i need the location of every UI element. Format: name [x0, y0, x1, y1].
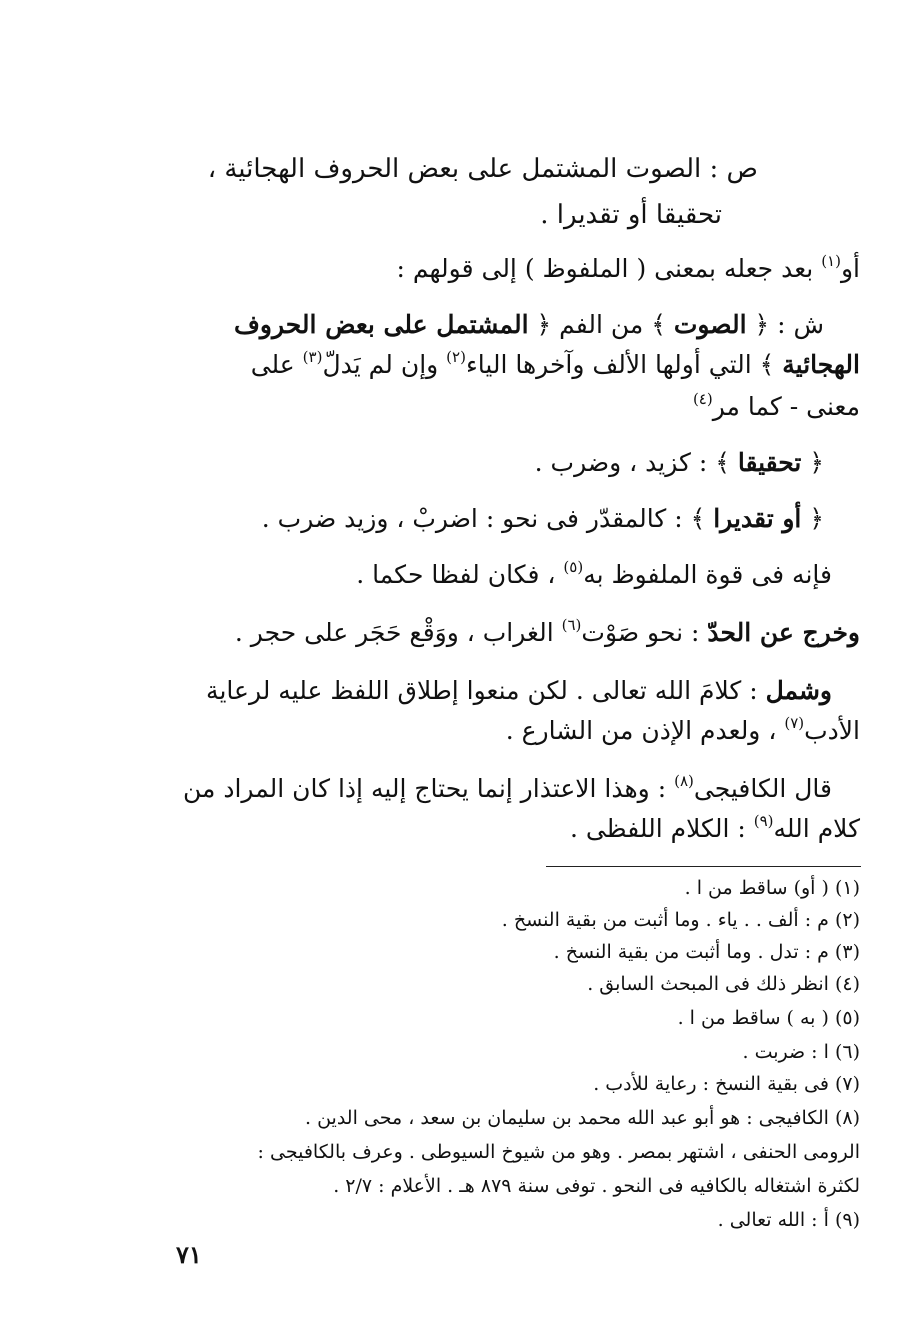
footnote-8-line-1: (٨) الكافيجى : هو أبو عبد الله محمد بن سليمان بن سعد ، محى الدين .: [305, 1107, 860, 1129]
footnote-8-line-3: لكثرة اشتغاله بالكافيه فى النحو . توفى سنة ٨٧٩ هـ . الأعلام : ٢/٧ .: [333, 1175, 860, 1197]
text: الأدب: [804, 716, 860, 745]
footnote-5: (٥) ( به ) ساقط من ا .: [677, 1007, 860, 1029]
text: معنى - كما مر: [712, 392, 860, 421]
text: ﴾ : كزيد ، وضرب .: [534, 448, 738, 477]
text: ، فكان لفظا حكما .: [356, 560, 564, 589]
text: : نحو صَوْت: [581, 618, 708, 647]
paragraph-7-line-2: [48, 714, 860, 751]
paragraph-7-line-1: [48, 674, 832, 708]
text: : وهذا الاعتذار إنما يحتاج إليه إذا كان المراد من: [182, 774, 675, 803]
paragraph-1: [48, 252, 860, 289]
text: ، ولعدم الإذن من الشارع .: [505, 716, 785, 745]
bold-term: وشمل: [765, 676, 832, 705]
paragraph-2-line-2: [48, 348, 860, 385]
footnote-ref: (٢): [446, 348, 466, 366]
page-number: ٧١: [176, 1240, 202, 1269]
bold-term: وخرج عن الحدّ: [707, 618, 860, 647]
bold-term: الصوت: [673, 310, 747, 339]
text: ش : ﴿: [746, 310, 824, 339]
text: على: [250, 350, 303, 379]
text: بعد جعله بمعنى ( الملفوظ ) إلى قولهم :: [396, 254, 822, 283]
paragraph-4: [48, 502, 824, 536]
footnote-ref: (٥): [563, 558, 584, 576]
text: ﴾ : كالمقدّر فى نحو : اضربْ ، وزيد ضرب .: [261, 504, 714, 533]
footnote-4: (٤) انظر ذلك فى المبحث السابق .: [587, 973, 860, 995]
bold-term: تحقيقا: [737, 448, 802, 477]
footnote-ref: (٣): [302, 348, 323, 366]
text: ﴿: [801, 448, 824, 477]
paragraph-5: [48, 558, 832, 595]
bold-term: الهجائية: [782, 350, 860, 379]
text: كلام الله: [773, 814, 860, 843]
text: الغراب ، ووَقْع حَجَر على حجر .: [234, 618, 562, 647]
footnote-3: (٣) م : تدل . وما أثبت من بقية النسخ .: [553, 941, 860, 963]
paragraph-8-line-1: [48, 772, 832, 809]
footnote-ref: (٨): [674, 772, 694, 790]
footnote-7: (٧) فى بقية النسخ : رعاية للأدب .: [593, 1073, 860, 1095]
matn-text: ص : الصوت المشتمل على بعض الحروف الهجائية ،: [207, 154, 758, 184]
text: قال الكافيجى: [693, 774, 832, 803]
text: فإنه فى قوة الملفوظ به: [583, 560, 832, 589]
footnote-separator: [546, 866, 861, 867]
matn-line-1: [48, 152, 758, 186]
text: ﴾ من الفم ﴿: [528, 310, 674, 339]
footnote-ref: (٧): [784, 714, 805, 732]
text: ﴾ التي أولها الألف وآخرها الياء: [465, 350, 783, 379]
footnote-6: (٦) ا : ضربت .: [742, 1041, 860, 1063]
bold-term: أو تقديرا: [713, 504, 802, 533]
footnote-ref: (٦): [561, 616, 582, 634]
bold-term: المشتمل على بعض الحروف: [234, 310, 529, 339]
paragraph-2-line-3: [48, 390, 860, 427]
matn-line-2: [48, 198, 722, 232]
footnote-ref: (٩): [753, 812, 774, 830]
footnote-ref: (٤): [692, 390, 713, 408]
footnote-8-line-2: الرومى الحنفى ، اشتهر بمصر . وهو من شيوخ السيوطى . وعرف بالكافيجى :: [257, 1141, 860, 1163]
paragraph-6: [48, 616, 860, 653]
text: وإن لم يَدلّ: [322, 350, 447, 379]
footnote-9: (٩) أ : الله تعالى .: [717, 1209, 860, 1231]
text: : كلامَ الله تعالى . لكن منعوا إطلاق اللفظ عليه لرعاية: [206, 676, 766, 705]
footnote-2: (٢) م : ألف . . ياء . وما أثبت من بقية النسخ .: [501, 909, 860, 931]
paragraph-2-line-1: [48, 308, 824, 342]
footnote-ref: (١): [821, 252, 841, 270]
paragraph-8-line-2: [48, 812, 860, 849]
text: : الكلام اللفظى .: [569, 814, 754, 843]
matn-text: تحقيقا أو تقديرا .: [540, 200, 722, 230]
text: ﴿: [801, 504, 824, 533]
paragraph-3: [48, 446, 824, 480]
footnote-1: (١) ( أو) ساقط من ا .: [684, 877, 860, 899]
text: أو: [840, 254, 860, 283]
